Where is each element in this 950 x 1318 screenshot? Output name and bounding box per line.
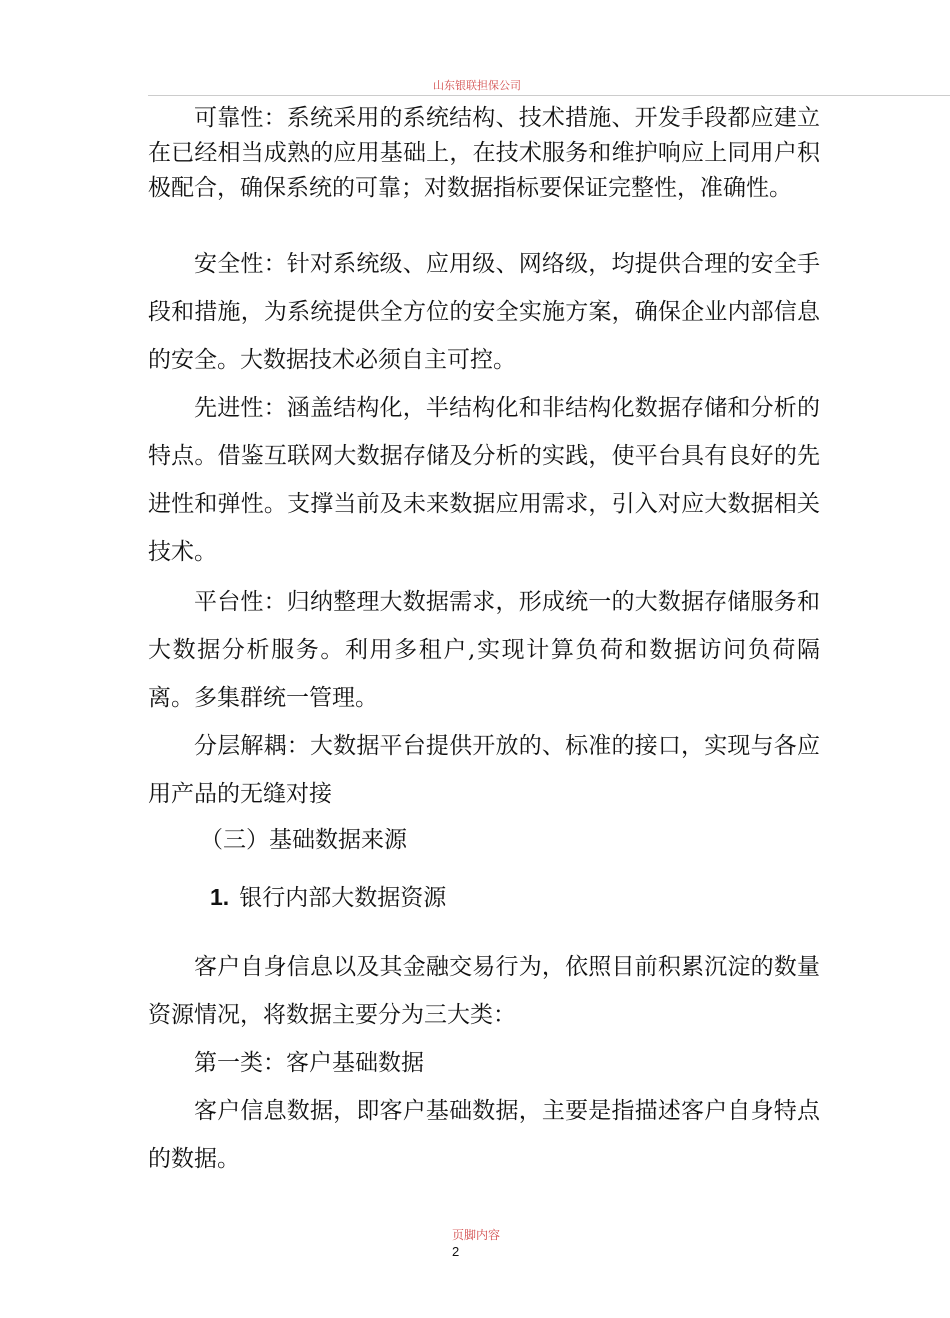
header-divider (148, 95, 950, 96)
paragraph-decoupling: 分层解耦：大数据平台提供开放的、标准的接口，实现与各应用产品的无缝对接 (148, 733, 820, 807)
paragraph-intro: 客户自身信息以及其金融交易行为，依照目前积累沉淀的数量资源情况，将数据主要分为三大类： (148, 954, 820, 1028)
footer-label: 页脚内容 (452, 1228, 501, 1242)
paragraph-reliability: 可靠性：系统采用的系统结构、技术措施、开发手段都应建立在已经相当成熟的应用基础上，在技术服务和维护响应上同用户积极配合，确保系统的可靠；对数据指标要保证完整性，准确性。 (148, 105, 820, 201)
section-heading: （三）基础数据来源 (200, 827, 407, 853)
category-heading: 第一类：客户基础数据 (194, 1050, 424, 1076)
header-company-name: 山东银联担保公司 (433, 79, 521, 92)
paragraph-platform: 平台性：归纳整理大数据需求，形成统一的大数据存储服务和大数据分析服务。利用多租户,实现计算负荷和数据访问负荷隔离。多集群统一管理。 (148, 589, 820, 711)
subsection-heading (210, 882, 446, 913)
subsection-number: 1. (210, 884, 230, 910)
subsection-title: 银行内部大数据资源 (239, 885, 447, 911)
paragraph-security: 安全性：针对系统级、应用级、网络级，均提供合理的安全手段和措施，为系统提供全方位的安全实施方案，确保企业内部信息的安全。大数据技术必须自主可控。 (148, 251, 820, 373)
page-number: 2 (452, 1244, 460, 1259)
paragraph-advanced: 先进性：涵盖结构化，半结构化和非结构化数据存储和分析的特点。借鉴互联网大数据存储及分析的实践，使平台具有良好的先进性和弹性。支撑当前及未来数据应用需求，引入对应大数据相关技术。 (148, 395, 820, 565)
paragraph-category-desc: 客户信息数据，即客户基础数据，主要是指描述客户自身特点的数据。 (148, 1098, 820, 1172)
